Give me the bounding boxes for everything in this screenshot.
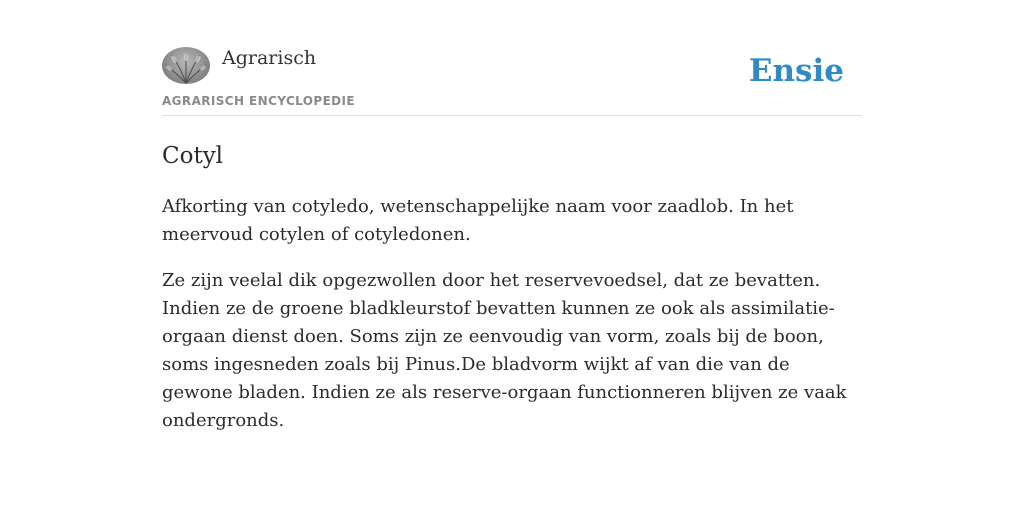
site-name[interactable]: Agrarisch [222,47,317,69]
header [162,45,862,116]
page-container [162,45,862,435]
article-paragraph: Ze zijn veelal dik opgezwollen door het reservevoedsel, dat ze bevatten. Indien ze de groene bladkleurstof bevatten kunnen ze ook als assimilatie-orgaan dienst doen. Soms zijn ze eenvoudig van vorm, zoals bij de boon, soms ingesneden zoals bij Pinus.De bladvorm wijkt af van die van de gewone bladen. Indien ze als reserve-orgaan functionneren blijven ze vaak ondergronds. [162,270,847,431]
site-subtitle: AGRARISCH ENCYCLOPEDIE [162,94,355,108]
wheat-ears-icon[interactable] [162,47,210,84]
article-paragraph: Afkorting van cotyledo, wetenschappelijke naam voor zaadlob. In het meervoud cotylen of cotyledonen. [162,196,794,245]
article-title: Cotyl [162,143,224,169]
brand-logo[interactable]: Ensie [748,53,844,89]
